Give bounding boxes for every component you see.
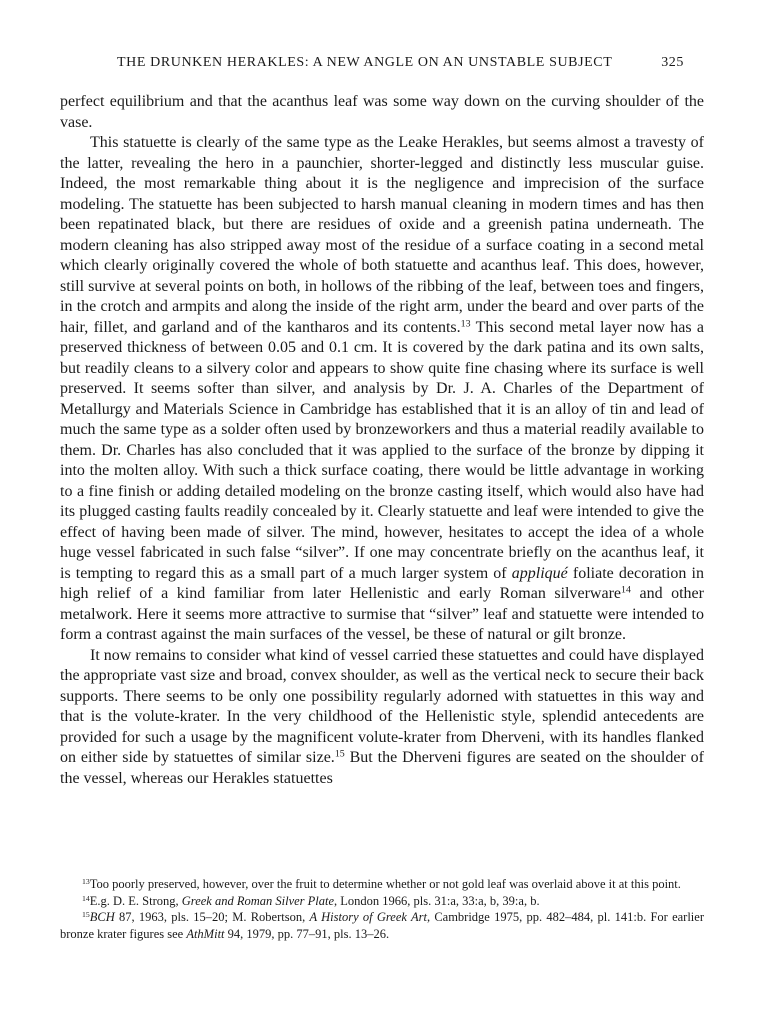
footnote-text: E.g. D. E. Strong, [89, 893, 182, 908]
paragraph-text: It now remains to consider what kind of vessel carried these statuettes and could have displayed the appropriate vast size and broad, convex shoulder, as well as the vertical neck to secure their back supports. There seems to be only one possibility regularly adorned with statuettes in this way and that is the volute-krater. In the very childhood of the Hellenistic style, splendid antecedents are provided for such a usage by the magnificent volute-krater from Dherveni, with its handles flanked on either side by statuettes of similar size. [60, 646, 704, 766]
citation-title: Greek and Roman Silver Plate [181, 893, 335, 908]
footnote-13 [60, 876, 704, 893]
paragraph-statuette [60, 133, 704, 646]
footnote-number: 14 [82, 893, 90, 903]
paragraph-text: This second metal layer now has a preserved thickness of between 0.05 and 0.1 cm. It is covered by the dark patina and its own salts, but readily cleans to a silvery color and appears to show quite fine chasing where its surface is well preserved. It seems softer than silver, and analysis by Dr. J. A. Charles of the Department of Metallurgy and Materials Science in Cambridge has established that it is an alloy of tin and lead of much the same type as a solder often used by bronzeworkers and thus a material readily available to them. Dr. Charles has also concluded that it was applied to the surface of the bronze by dipping it into the molten alloy. With such a thick surface coating, there would be little advantage in working to a fine finish or adding detailed modeling on the bronze casting itself, which would also have had its plugged casting faults readily concealed by it. Clearly statuette and leaf were intended to give the effect of having been made of silver. The mind, however, hesitates to accept the idea of a whole huge vessel fabricated in such false “silver”. If one may concentrate briefly on the acanthus leaf, it is tempting to regard this as a small part of a much larger system of [60, 318, 704, 582]
footnote-ref-13: 13 [460, 318, 471, 330]
citation-title: AthMitt [186, 926, 225, 941]
paragraph-vessel [60, 646, 704, 790]
paragraph-continued [60, 92, 704, 133]
citation-title: A History of Greek Art [309, 910, 427, 924]
body-text [60, 92, 704, 789]
footnote-text: Too poorly preserved, however, over the fruit to determine whether or not gold leaf was overlaid above it at this point. [89, 877, 681, 891]
footnote-text: , Cambridge 1975, pp. 482–484, pl. 141:b. For earlier bronze krater figures see [60, 910, 704, 941]
footnote-14 [60, 893, 704, 910]
running-header [60, 55, 700, 77]
page-number: 325 [661, 55, 684, 70]
footnote-text: , London 1966, pls. 31:a, 33:a, b, 39:a, b. [334, 893, 540, 908]
footnote-ref-14: 14 [621, 584, 631, 596]
italic-term: appliqué [511, 564, 568, 582]
footnotes [60, 876, 704, 942]
footnote-text: 87, 1963, pls. 15–20; M. Robertson, [114, 910, 310, 924]
citation-title: BCH [89, 910, 115, 924]
footnote-15 [60, 909, 704, 942]
paragraph-text: This statuette is clearly of the same type as the Leake Herakles, but seems almost a travesty of the latter, revealing the hero in a paunchier, shorter-legged and distinctly less muscular guise. Indeed, the most remarkable thing about it is the negligence and imprecision of the surface modeling. The statuette has been subjected to harsh manual cleaning in modern times and has then been repatinated black, but there are residues of oxide and a greenish patina underneath. The modern cleaning has also stripped away most of the residue of a surface coating in a second metal which clearly originally covered the whole of both statuette and acanthus leaf. This does, however, still survive at several points on both, in hollows of the ribbing of the leaf, between toes and fingers, in the crotch and armpits and along the inside of the right arm, under the beard and over parts of the hair, fillet, and garland and of the kantharos and its contents. [60, 134, 704, 336]
paragraph-text: perfect equilibrium and that the acanthus leaf was some way down on the curving shoulder of the vase. [60, 93, 704, 131]
footnote-text: 94, 1979, pp. 77–91, pls. 13–26. [224, 926, 390, 941]
paragraph-text: But the Dherveni figures are seated on the shoulder of the vessel, whereas our Herakles statuettes [60, 749, 705, 787]
footnote-ref-15: 15 [334, 748, 345, 760]
paragraph-text: and other metalwork. Here it seems more attractive to surmise that “silver” leaf and statuette were intended to form a contrast against the main surfaces of the vessel, be these of natural or gilt bronze. [60, 585, 704, 643]
footnote-number: 15 [82, 909, 90, 919]
footnote-number: 13 [82, 876, 90, 886]
running-title: THE DRUNKEN HERAKLES: A NEW ANGLE ON AN UNSTABLE SUBJECT [117, 55, 613, 70]
paragraph-text: foliate decoration in high relief of a kind familiar from later Hellenistic and early Roman silverware [60, 564, 704, 602]
